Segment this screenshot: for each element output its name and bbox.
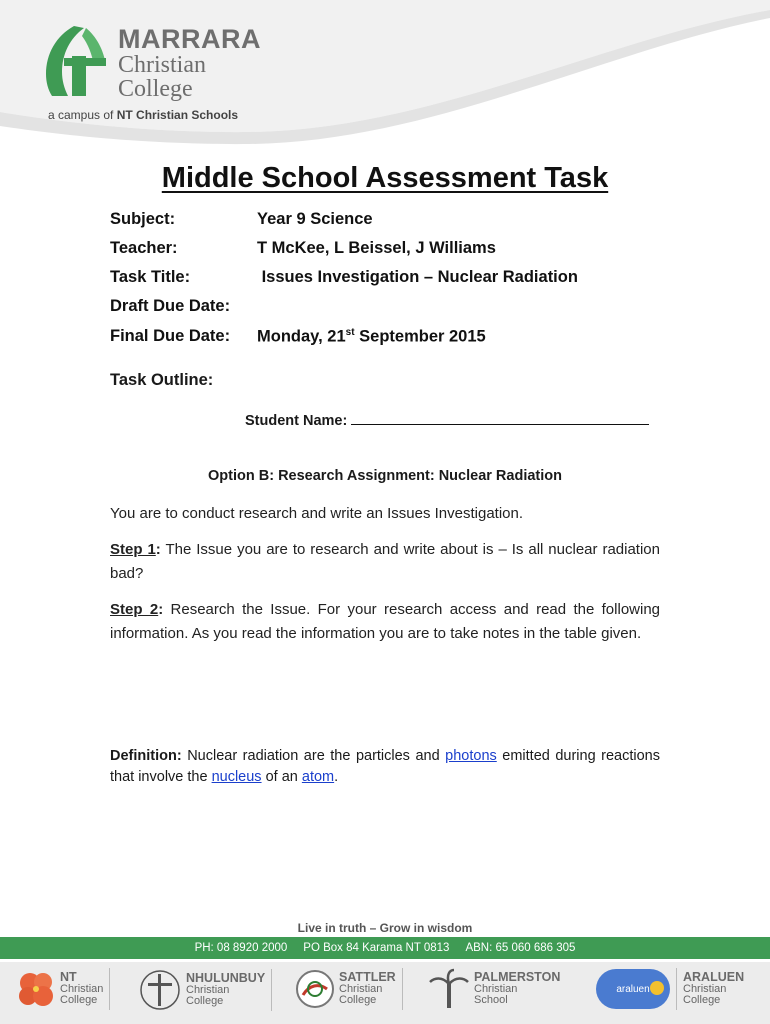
field-label: Teacher: xyxy=(110,239,178,257)
header-swoosh xyxy=(0,0,770,150)
field-task-title xyxy=(110,268,578,287)
step-1-paragraph xyxy=(110,538,660,586)
logo-line-3: College xyxy=(118,76,193,102)
date-day: Monday, 21 xyxy=(257,327,346,346)
school-name-1: SATTLER xyxy=(339,970,396,984)
field-label: Final Due Date: xyxy=(110,327,231,345)
hibiscus-icon xyxy=(16,969,56,1009)
intro-paragraph: You are to conduct research and write an Issues Investigation. xyxy=(110,505,524,522)
school-name-1: NT xyxy=(60,970,77,984)
school-name-1: PALMERSTON xyxy=(474,970,561,984)
atom-link[interactable]: atom xyxy=(301,769,335,785)
school-name-2: Christian xyxy=(474,983,518,995)
divider xyxy=(676,968,677,1010)
footer-phone: PH: 08 8920 2000 xyxy=(194,942,288,954)
palm-tree-icon xyxy=(428,968,470,1010)
tagline-prefix: a campus of xyxy=(48,108,117,122)
school-name-2: Christian xyxy=(683,983,727,995)
school-nt-christian-college xyxy=(16,968,110,1010)
option-heading: Option B: Research Assignment: Nuclear Radiation xyxy=(208,468,562,484)
definition-text-2: emitted during reactions that involve the xyxy=(110,748,660,785)
footer-contact-bar xyxy=(0,937,770,959)
schools-strip xyxy=(0,962,770,1024)
field-value: Issues Investigation – Nuclear Radiation xyxy=(257,268,578,286)
logo-line-2: Christian xyxy=(118,52,206,78)
school-nhulunbuy xyxy=(138,968,272,1012)
school-name xyxy=(186,973,265,1007)
step-2-label: Step 2 xyxy=(110,601,159,618)
school-name-1: NHULUNBUY xyxy=(186,971,266,985)
step-2-text: Research the Issue. For your research access and read the following information. As you read the information you are to take notes in the table given. xyxy=(110,601,661,642)
nucleus-link[interactable]: nucleus xyxy=(211,769,262,785)
school-name-2: Christian xyxy=(186,984,230,996)
school-sattler xyxy=(295,968,403,1010)
step-2-colon: : xyxy=(158,601,164,618)
logo-wordmark xyxy=(118,26,261,101)
footer-address: PO Box 84 Karama NT 0813 xyxy=(303,942,450,954)
field-draft-due-date xyxy=(110,297,230,316)
definition-paragraph xyxy=(110,746,660,788)
araluen-badge-text: araluen xyxy=(616,983,650,995)
footer-motto: Live in truth – Grow in wisdom xyxy=(297,921,473,935)
school-name xyxy=(339,972,396,1006)
definition-text-3: of an xyxy=(261,769,302,785)
document-title: Middle School Assessment Task xyxy=(161,162,609,194)
student-name-field xyxy=(245,410,649,429)
sattler-crest-icon xyxy=(295,969,335,1009)
photons-link[interactable]: photons xyxy=(445,748,497,764)
field-label: Draft Due Date: xyxy=(110,297,231,315)
field-value: Year 9 Science xyxy=(257,210,373,228)
tagline xyxy=(48,108,238,122)
tagline-bold: NT Christian Schools xyxy=(116,108,239,122)
step-1-colon: : xyxy=(155,541,161,558)
divider xyxy=(109,968,110,1010)
divider xyxy=(402,968,403,1010)
school-name-2: Christian xyxy=(60,983,104,995)
footer-abn: ABN: 65 060 686 305 xyxy=(465,942,576,954)
school-name-3: School xyxy=(474,994,508,1006)
header-band xyxy=(0,0,770,150)
step-2-paragraph xyxy=(110,598,660,646)
date-suffix: st xyxy=(345,327,355,338)
school-name xyxy=(683,972,744,1006)
school-name xyxy=(60,972,103,1006)
definition-text-1: Nuclear radiation are the particles and xyxy=(181,748,446,764)
marrara-logo-icon xyxy=(44,26,114,100)
school-araluen xyxy=(596,968,744,1010)
date-rest: September 2015 xyxy=(354,327,486,346)
field-value: T McKee, L Beissel, J Williams xyxy=(257,239,496,257)
school-name-3: College xyxy=(339,994,377,1006)
field-final-due-date xyxy=(110,327,486,346)
field-label: Task Title: xyxy=(110,268,191,286)
nhulunbuy-crest-icon xyxy=(138,968,182,1012)
school-name-3: College xyxy=(683,994,721,1006)
field-subject xyxy=(110,210,373,229)
logo-line-1: MARRARA xyxy=(118,24,261,54)
field-value xyxy=(257,327,486,347)
school-name-3: College xyxy=(60,994,98,1006)
divider xyxy=(271,969,272,1011)
school-name-3: College xyxy=(186,995,224,1007)
step-1-text: The Issue you are to research and write about is – Is all nuclear radiation bad? xyxy=(110,541,660,582)
school-palmerston xyxy=(428,968,560,1010)
task-outline-heading: Task Outline: xyxy=(110,371,214,389)
definition-text-4: . xyxy=(334,769,339,785)
step-1-label: Step 1 xyxy=(110,541,156,558)
student-name-label: Student Name: xyxy=(245,413,348,429)
school-name-2: Christian xyxy=(339,983,383,995)
sun-icon xyxy=(650,981,664,995)
araluen-badge-icon xyxy=(596,969,670,1009)
school-name-1: ARALUEN xyxy=(683,970,745,984)
student-name-line[interactable] xyxy=(351,410,649,425)
field-label: Subject: xyxy=(110,210,176,228)
field-teacher xyxy=(110,239,496,258)
school-name xyxy=(474,972,560,1006)
definition-label: Definition: xyxy=(110,748,182,764)
